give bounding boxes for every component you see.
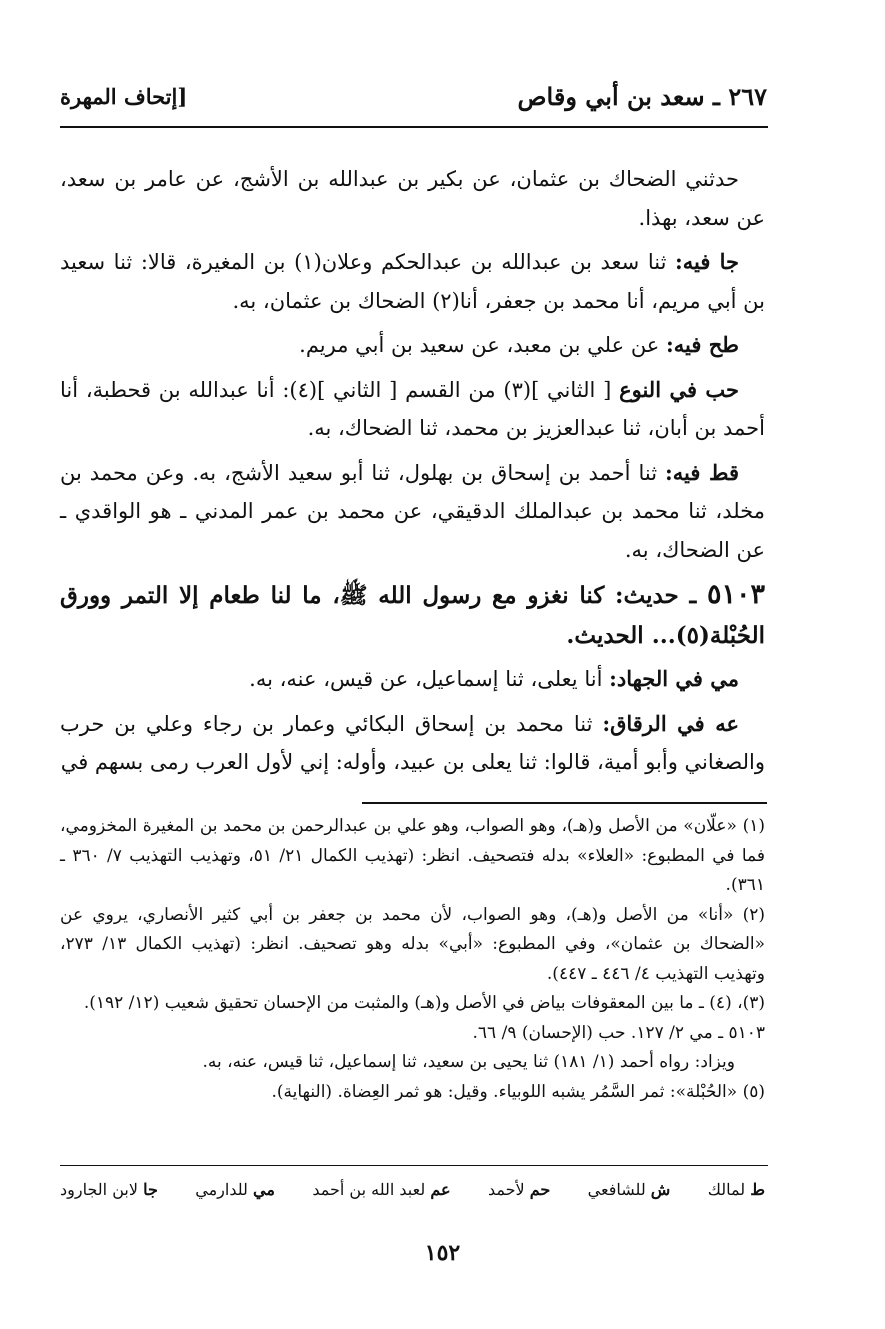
footnotes <box>60 812 765 1107</box>
paragraph-text: ثنا محمد بن إسحاق البكائي وعمار بن رجاء وعلي بن حرب والصغاني وأبو أمية، قالوا: ثنا يعلى بن عبيد، وأوله: إني لأول العرب رمى بسهم في <box>60 711 765 774</box>
page-number: ١٥٢ <box>424 1240 461 1266</box>
legend-item: حم لأحمد <box>487 1180 551 1199</box>
legend-item: ش للشافعي <box>587 1180 671 1199</box>
paragraph-text: أنا يعلى، ثنا إسماعيل، عن قيس، عنه، به. <box>249 667 603 691</box>
footnote-5: (٥) «الحُبْلة»: ثمر السَّمُر يشبه اللوبياء. وقيل: هو ثمر العِضاة. (النهاية). <box>271 1081 765 1102</box>
running-title-chapter: ٢٦٧ ـ سعد بن أبي وقاص <box>517 82 767 111</box>
paragraph-mi <box>60 660 765 699</box>
running-title-book: [إتحاف المهرة <box>60 84 188 109</box>
footnote-3-4: (٣)، (٤) ـ ما بين المعقوفات بياض في الأصل و(هـ) والمثبت من الإحسان تحقيق شعيب (١٢/ ١٩٢). <box>83 993 765 1013</box>
legend-item: جا لابن الجارود <box>60 1180 158 1199</box>
main-text <box>60 160 765 788</box>
hadith-text: ـ حديث: كنا نغزو مع رسول الله ﷺ، ما لنا طعام إلا التمر وورق الحُبْلة(٥)... الحديث. <box>60 582 765 649</box>
source-sigla: قط فيه: <box>665 459 739 485</box>
legend-rule <box>60 1165 768 1166</box>
paragraph-ah <box>60 705 765 782</box>
paragraph-text: عن علي بن معبد، عن سعيد بن أبي مريم. <box>299 333 660 357</box>
paragraph-text: ثنا أحمد بن إسحاق بن بهلول، ثنا أبو سعيد الأشج، به. وعن محمد بن مخلد، ثنا محمد بن عبدالملك الدقيقي، عن محمد بن عمر المدني ـ هو الواقدي ـ عن الضحاك، به. <box>60 460 765 562</box>
footnote-1: (١) «علّان» من الأصل و(هـ)، وهو الصواب، وهو علي بن عبدالرحمن بن محمد بن المغيرة المخزومي، فما في المطبوع: «العلاء» بدله فتصحيف. انظر: (تهذيب الكمال ٢١/ ٥١، وتهذيب التهذيب ٧/ ٣٦٠ ـ ٣٦١). <box>60 816 765 895</box>
legend-item: ط لمالك <box>707 1180 765 1199</box>
source-sigla: جا فيه: <box>675 249 739 274</box>
source-sigla: عه في الرقاق: <box>602 710 739 736</box>
source-sigla: مي في الجهاد: <box>609 666 739 691</box>
footnote-2: (٢) «أنا» من الأصل و(هـ)، وهو الصواب، لأن محمد بن جعفر بن أبي كثير الأنصاري، يروي عن «الضحاك بن عثمان»، وفي المطبوع: «أبي» بدله وهو تصحيف. انظر: (تهذيب الكمال ١٣/ ٢٧٣، وتهذيب التهذيب ٤/ ٤٤٦ ـ ٤٤٧). <box>60 904 765 984</box>
paragraph-text: ثنا سعد بن عبدالله بن عبدالحكم وعلان(١) بن المغيرة، قالا: ثنا سعيد بن أبي مريم، أنا محمد بن جعفر، أنا(٢) الضحاك بن عثمان، به. <box>60 250 765 313</box>
hadith-heading <box>60 575 765 656</box>
paragraph-tah <box>60 326 765 365</box>
paragraph-ja <box>60 243 765 320</box>
legend-item: مي للدارمي <box>195 1180 275 1199</box>
header-rule <box>60 126 768 128</box>
footnote-rule <box>362 802 767 804</box>
source-sigla: حب في النوع <box>619 376 739 402</box>
source-sigla: طح فيه: <box>666 332 739 357</box>
hadith-number: ٥١٠٣ <box>706 579 765 610</box>
footnote-addition: ويزاد: رواه أحمد (١/ ١٨١) ثنا يحيى بن سعيد، ثنا إسماعيل، ثنا قيس، عنه، به. <box>202 1052 735 1072</box>
footnote-hadith-ref: ٥١٠٣ ـ مي ٢/ ١٢٧. حب (الإحسان) ٩/ ٦٦. <box>472 1022 765 1043</box>
paragraph-qt <box>60 454 765 570</box>
paragraph-hb <box>60 371 765 448</box>
paragraph-text: [ الثاني ](٣) من القسم [ الثاني ](٤): أنا عبدالله بن قحطبة، أنا أحمد بن أبان، ثنا عبدالعزيز بن محمد، ثنا الضحاك، به. <box>60 377 765 440</box>
sigla-legend <box>60 1180 765 1199</box>
paragraph-1: حدثني الضحاك بن عثمان، عن بكير بن عبدالله بن الأشج، عن عامر بن سعد، عن سعد، بهذا. <box>60 167 765 230</box>
legend-item: عم لعبد الله بن أحمد <box>312 1180 451 1199</box>
